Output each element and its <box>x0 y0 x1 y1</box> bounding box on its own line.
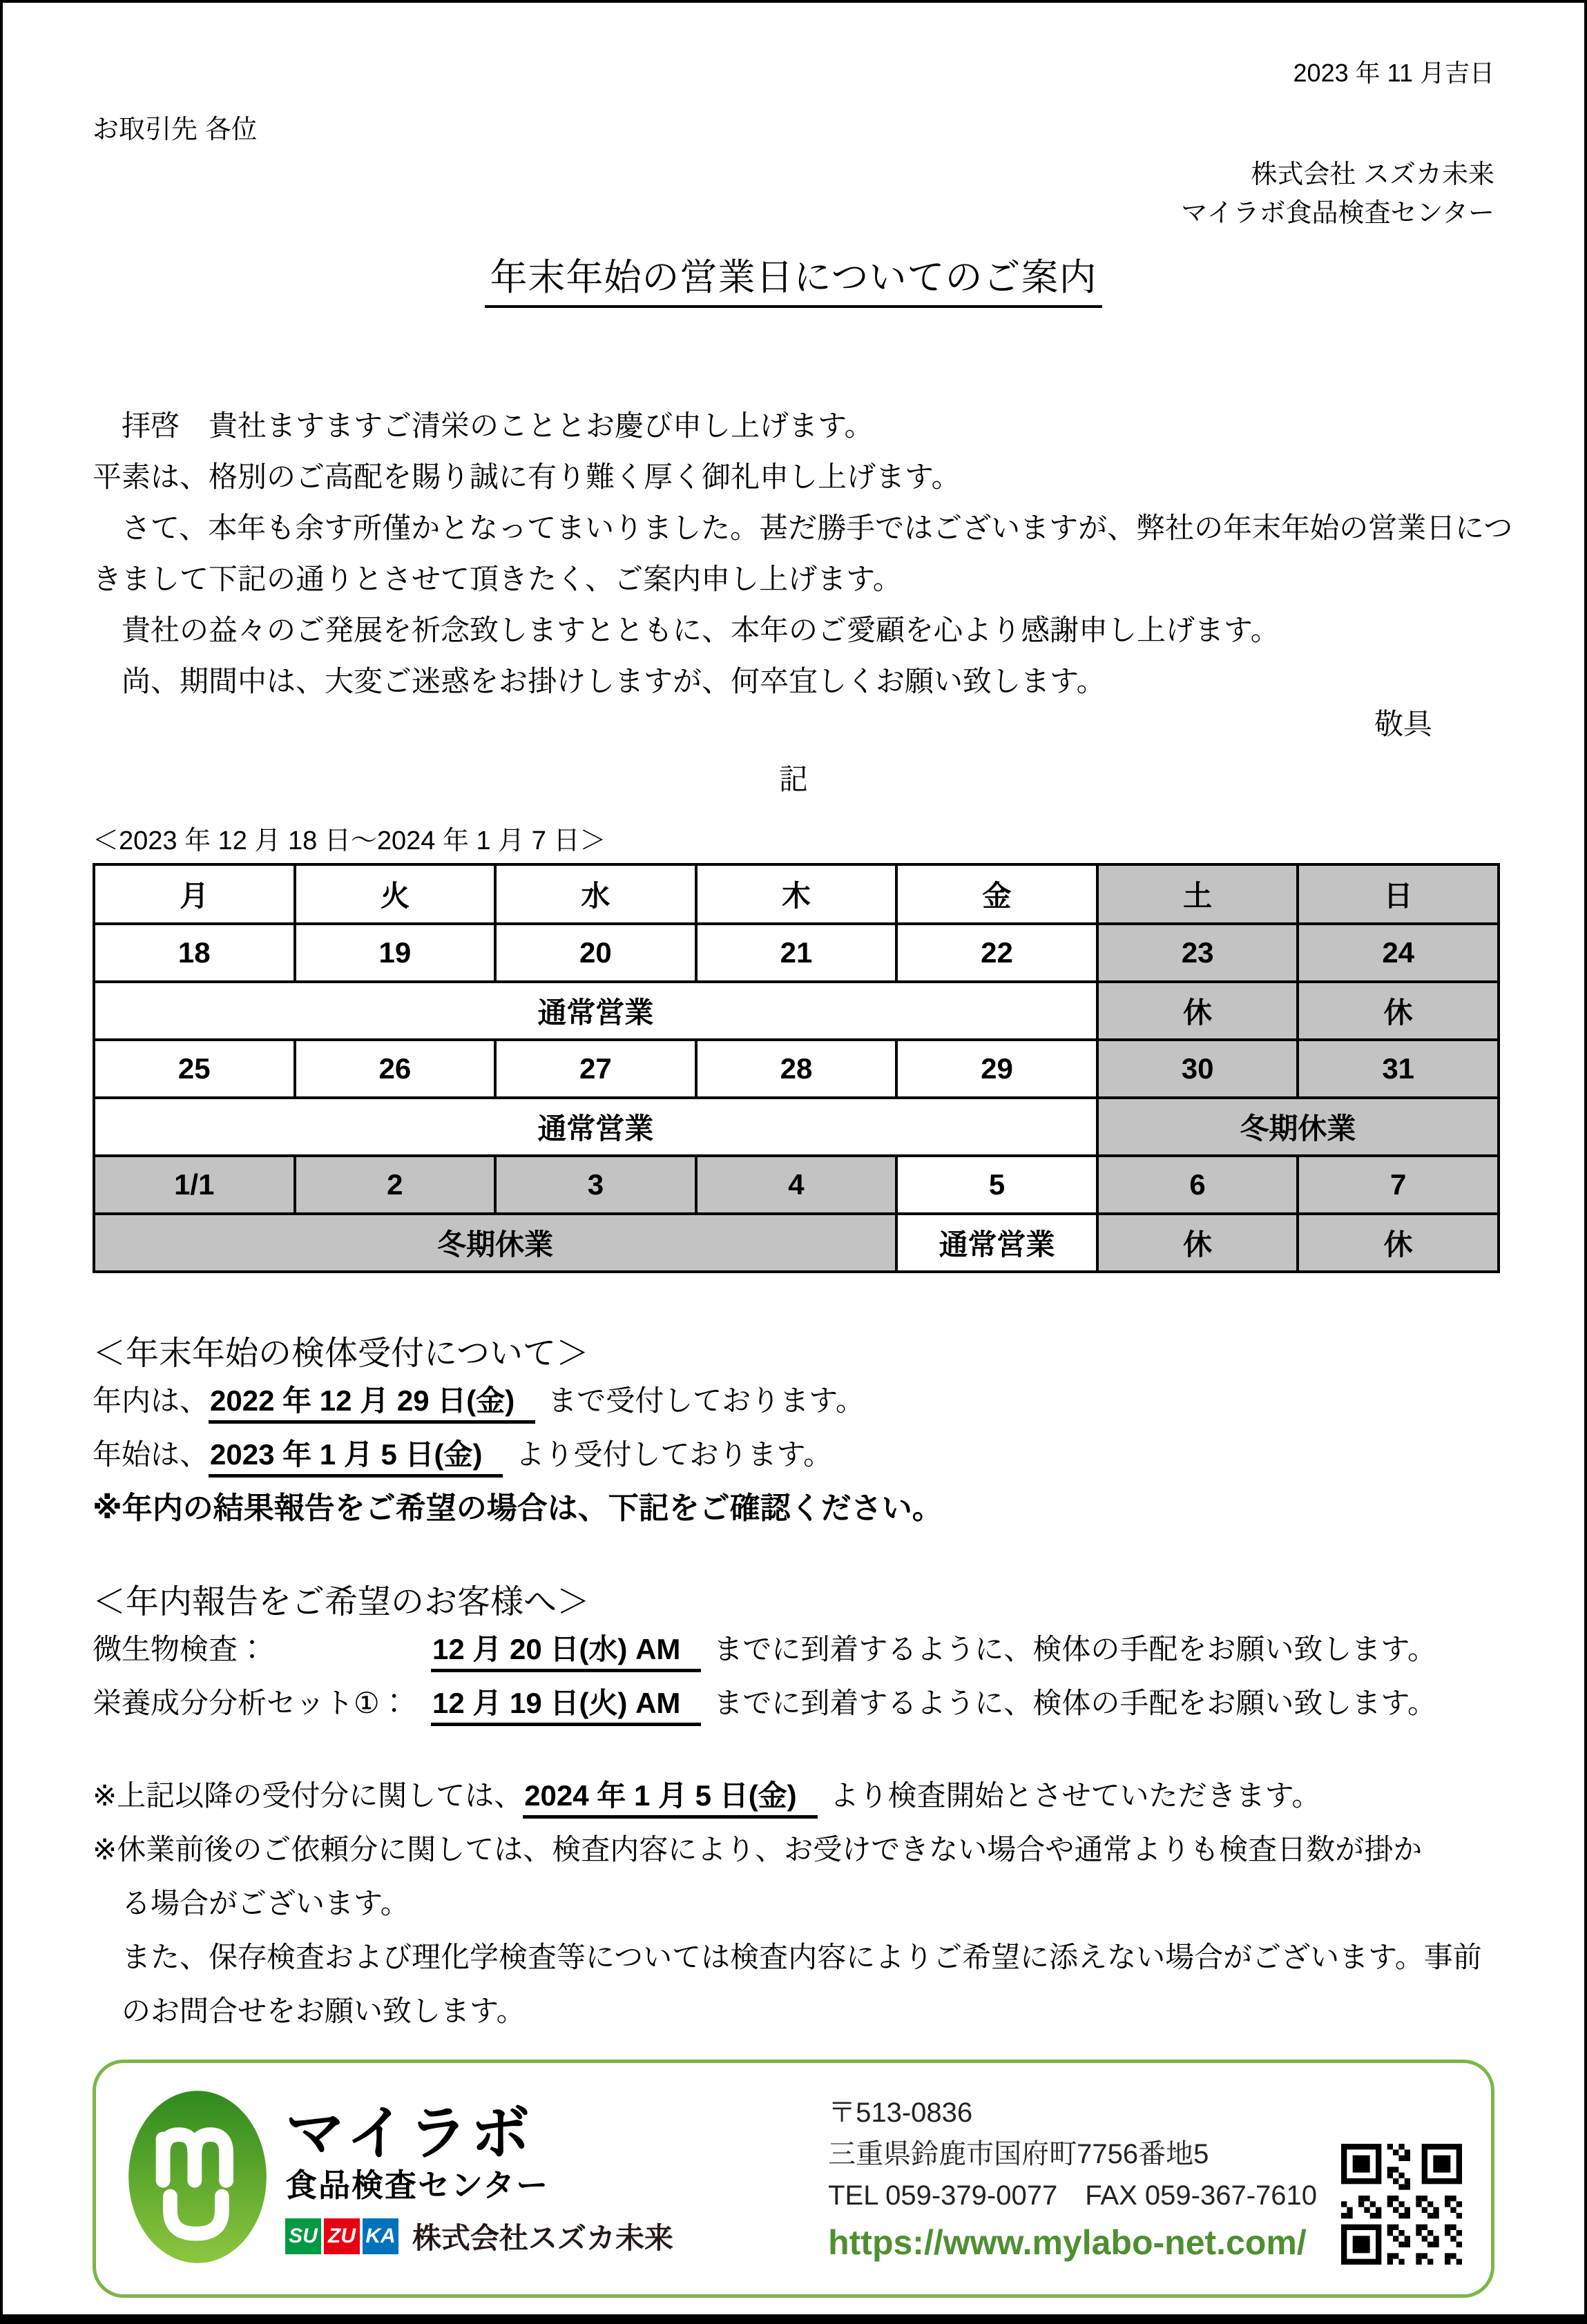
calendar-cell: 2 <box>295 1156 496 1214</box>
calendar-row <box>94 1214 1499 1272</box>
calendar-cell: 月 <box>94 864 295 924</box>
calendar-cell: 22 <box>896 924 1097 982</box>
deadline-date: 12 月 20 日(水) AM <box>431 1631 701 1672</box>
calendar-cell: 26 <box>295 1040 496 1098</box>
issue-date: 2023 年 11 月吉日 <box>1293 59 1494 87</box>
calendar-cell: 21 <box>696 924 897 982</box>
report-heading: ＜年内報告をご希望のお客様へ＞ <box>93 1584 590 1620</box>
calendar-table <box>93 863 1500 1273</box>
sender-company: 株式会社 スズカ未来 <box>1251 160 1494 189</box>
calendar-cell: 19 <box>295 924 496 982</box>
body-line: 尚、期間中は、大変ご迷惑をお掛けしますが、何卒宜しくお願い致します。 <box>93 665 1106 697</box>
calendar-cell: 通常営業 <box>94 982 1097 1040</box>
letter-body <box>93 400 1513 707</box>
sender-department: マイラボ食品検査センター <box>1181 199 1494 228</box>
calendar-cell: 25 <box>94 1040 295 1098</box>
calendar-cell: 4 <box>696 1156 897 1214</box>
deadline-date: 12 月 19 日(火) AM <box>431 1685 701 1726</box>
report-suffix: までに到着するように、検体の手配をお願い致します。 <box>713 1687 1437 1719</box>
calendar-cell: 冬期休業 <box>1097 1098 1499 1156</box>
tel-fax: TEL 059-379-0077 FAX 059-367-7610 <box>828 2180 1317 2211</box>
deadline-date: 2022 年 12 月 29 日(金) <box>209 1383 535 1424</box>
calendar-cell: 18 <box>94 924 295 982</box>
footer-brand-block <box>125 2087 673 2270</box>
body-line: きまして下記の通りとさせて頂きたく、ご案内申し上げます。 <box>93 563 902 595</box>
calendar-cell: 木 <box>696 864 897 924</box>
calendar-header-row <box>94 864 1499 924</box>
report-section <box>93 1582 1494 1730</box>
calendar-cell: 休 <box>1298 1214 1499 1272</box>
note-other-2: のお問合せをお願い致します。 <box>122 1995 526 2027</box>
calendar-cell: 29 <box>896 1040 1097 1098</box>
calendar-cell: 31 <box>1298 1040 1499 1098</box>
report-value <box>431 1623 1436 1676</box>
calendar-cell: 24 <box>1298 924 1499 982</box>
calendar-cell: 3 <box>495 1156 696 1214</box>
calendar-cell: 休 <box>1298 982 1499 1040</box>
postal-code: 〒513-0836 <box>828 2097 973 2128</box>
calendar-cell: 30 <box>1097 1040 1298 1098</box>
body-line: さて、本年も余す所僅かとなってまいりました。甚だ勝手ではございますが、弊社の年末年始の営業日につ <box>93 512 1513 544</box>
body-line: 平素は、格別のご高配を賜り誠に有り難く厚く御礼申し上げます。 <box>93 461 961 493</box>
calendar-cell: 通常営業 <box>896 1214 1097 1272</box>
qr-code <box>1341 2144 1462 2265</box>
reception-heading: ＜年末年始の検体受付について＞ <box>93 1335 590 1372</box>
reception-line-newyear <box>93 1428 1494 1482</box>
notes-section <box>93 1769 1494 2038</box>
suzuka-block-su: SU <box>285 2218 321 2254</box>
calendar-cell: 28 <box>696 1040 897 1098</box>
page-title: 年末年始の営業日についてのご案内 <box>485 255 1103 308</box>
street-address: 三重県鈴鹿市国府町7756番地5 <box>828 2138 1209 2169</box>
calendar-cell: 23 <box>1097 924 1298 982</box>
calendar-cell: 1/1 <box>94 1156 295 1214</box>
recipient: お取引先 各位 <box>93 115 258 144</box>
calendar-cell: 休 <box>1097 1214 1298 1272</box>
body-line: 拝啓 貴社ますますご清栄のこととお慶び申し上げます。 <box>93 409 874 442</box>
reception-prefix: 年始は、 <box>93 1438 209 1471</box>
record-mark: 記 <box>778 763 808 795</box>
calendar-cell: 6 <box>1097 1156 1298 1214</box>
report-label: 微生物検査： <box>93 1633 267 1665</box>
calendar-cell: 土 <box>1097 864 1298 924</box>
title-row <box>93 255 1494 308</box>
deadline-date: 2024 年 1 月 5 日(金) <box>523 1778 817 1819</box>
suzuka-block-ka: KA <box>363 2218 398 2254</box>
footer-brand-text <box>285 2101 673 2257</box>
footer-address-column <box>828 2092 1317 2266</box>
note-holiday-1: ※休業前後のご依頼分に関しては、検査内容により、お受けできない場合や通常よりも検査日数が掛か <box>93 1833 1423 1866</box>
note-other-1: また、保存検査および理化学検査等については検査内容によりご希望に添えない場合がございます。事前 <box>122 1941 1482 1973</box>
calendar-row <box>94 1040 1499 1098</box>
calendar-cell: 27 <box>495 1040 696 1098</box>
reception-prefix: 年内は、 <box>93 1384 209 1417</box>
calendar-row <box>94 924 1499 982</box>
calendar-cell: 日 <box>1298 864 1499 924</box>
calendar-cell: 通常営業 <box>94 1098 1097 1156</box>
calendar-cell: 7 <box>1298 1156 1499 1214</box>
mylabo-logo-icon <box>125 2087 270 2270</box>
calendar-period-label: ＜2023 年 12 月 18 日～2024 年 1 月 7 日＞ <box>93 826 606 855</box>
report-row-microbio <box>93 1623 1494 1676</box>
note-prefix: ※上記以降の受付分に関しては、 <box>93 1779 523 1812</box>
suzuka-block-zu: ZU <box>324 2218 360 2254</box>
report-label: 栄養成分分析セット①： <box>93 1687 409 1719</box>
suzuka-logo-row <box>285 2216 673 2257</box>
website-url[interactable]: https://www.mylabo-net.com/ <box>828 2223 1307 2262</box>
calendar-cell: 5 <box>896 1156 1097 1214</box>
closing-keigu: 敬具 <box>1374 708 1432 740</box>
brand-subtitle: 食品検査センター <box>285 2167 550 2203</box>
calendar-cell: 冬期休業 <box>94 1214 896 1272</box>
report-suffix: までに到着するように、検体の手配をお願い致します。 <box>713 1633 1437 1665</box>
calendar-row <box>94 1098 1499 1156</box>
deadline-date: 2023 年 1 月 5 日(金) <box>209 1437 503 1478</box>
calendar-row <box>94 1156 1499 1214</box>
report-value <box>431 1676 1436 1730</box>
calendar-cell: 休 <box>1097 982 1298 1040</box>
calendar-cell: 20 <box>495 924 696 982</box>
reception-line-yearend <box>93 1374 1494 1428</box>
reception-section <box>93 1334 1494 1536</box>
reception-note: ※年内の結果報告をご希望の場合は、下記をご確認ください。 <box>93 1491 943 1525</box>
calendar-cell: 水 <box>495 864 696 924</box>
footer-box <box>93 2060 1494 2298</box>
footer-contact-block <box>828 2092 1462 2266</box>
calendar-cell: 金 <box>896 864 1097 924</box>
suzuka-company-name: 株式会社スズカ未来 <box>412 2221 674 2254</box>
reception-suffix: まで受付しております。 <box>548 1384 865 1417</box>
calendar-row <box>94 982 1499 1040</box>
body-line: 貴社の益々のご発展を祈念致しますとともに、本年のご愛顧を心より感謝申し上げます。 <box>93 614 1280 646</box>
brand-name: マイラボ <box>285 2100 533 2167</box>
note-restart <box>93 1769 1494 1823</box>
calendar-cell: 火 <box>295 864 496 924</box>
note-suffix: より検査開始とさせていただきます。 <box>829 1779 1321 1812</box>
reception-suffix: より受付しております。 <box>515 1438 833 1471</box>
note-holiday-2: る場合がございます。 <box>122 1887 410 1919</box>
report-row-nutrition <box>93 1676 1494 1730</box>
